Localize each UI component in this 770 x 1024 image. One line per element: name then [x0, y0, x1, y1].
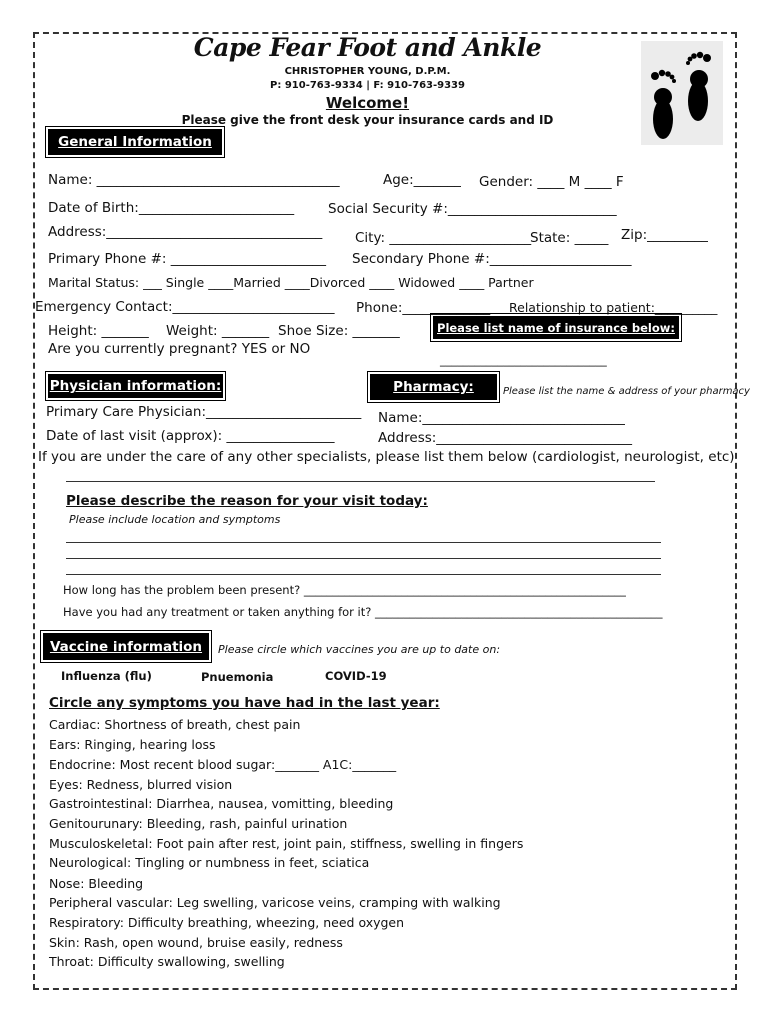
physician-information-header: Physician information:	[48, 374, 223, 398]
symptom-neurological[interactable]: Neurological: Tingling or numbness in feet, sciatica	[49, 855, 370, 870]
specialists-line[interactable]	[66, 481, 655, 482]
pharmacy-address-field[interactable]: Address:_____________________________	[378, 430, 633, 446]
relationship-field[interactable]: Relationship to patient:__________	[509, 300, 718, 315]
vaccine-note: Please circle which vaccines you are up to date on:	[218, 643, 501, 656]
symptoms-title: Circle any symptoms you have had in the last year:	[49, 695, 440, 711]
visit-reason-line[interactable]	[66, 558, 661, 559]
marital-status-field[interactable]: Marital Status: ___ Single ____Married ____Divorced ____ Widowed ____ Partner	[48, 275, 534, 290]
pcp-field[interactable]: Primary Care Physician:_______________________	[46, 404, 362, 420]
age-field[interactable]: Age:_______	[383, 172, 461, 188]
pharmacy-header: Pharmacy:	[370, 374, 497, 400]
vaccine-covid[interactable]: COVID-19	[325, 669, 387, 683]
visit-reason-note: Please include location and symptoms	[69, 513, 281, 526]
emergency-contact-field[interactable]: Emergency Contact:________________________	[35, 299, 335, 315]
symptom-throat[interactable]: Throat: Difficulty swallowing, swelling	[49, 954, 285, 969]
symptom-ears[interactable]: Ears: Ringing, hearing loss	[49, 737, 216, 752]
pharmacy-name-field[interactable]: Name:______________________________	[378, 410, 625, 426]
symptom-gastrointestinal[interactable]: Gastrointestinal: Diarrhea, nausea, vomitting, bleeding	[49, 796, 394, 811]
shoe-size-field[interactable]: Shoe Size: _______	[278, 323, 400, 339]
name-field[interactable]: Name: ____________________________________	[48, 172, 340, 188]
insurance-line[interactable]: _____________________________	[440, 353, 607, 367]
city-field[interactable]: City: _____________________	[355, 230, 532, 246]
general-information-header: General Information	[48, 129, 222, 155]
symptom-eyes[interactable]: Eyes: Redness, blurred vision	[49, 777, 233, 792]
pharmacy-note: Please list the name & address of your pharmacy	[503, 386, 750, 397]
weight-field[interactable]: Weight: _______	[166, 323, 270, 339]
state-field[interactable]: State: _____	[530, 230, 609, 246]
symptom-musculoskeletal[interactable]: Musculoskeletal: Foot pain after rest, joint pain, stiffness, swelling in fingers	[49, 836, 524, 851]
instruction-text: Please give the front desk your insurance cards and ID	[181, 113, 554, 127]
vaccine-pneumonia[interactable]: Pnuemonia	[201, 670, 274, 684]
footprints-icon	[641, 41, 723, 145]
symptom-nose[interactable]: Nose: Bleeding	[49, 876, 144, 891]
symptom-genitourinary[interactable]: Genitourunary: Bleeding, rash, painful urination	[49, 816, 348, 831]
symptom-skin[interactable]: Skin: Rash, open wound, bruise easily, redness	[49, 935, 343, 950]
visit-reason-title: Please describe the reason for your visit today:	[66, 493, 428, 509]
height-field[interactable]: Height: _______	[48, 323, 149, 339]
welcome-heading: Welcome!	[325, 94, 410, 112]
pregnancy-question[interactable]: Are you currently pregnant? YES or NO	[48, 341, 311, 357]
symptom-cardiac[interactable]: Cardiac: Shortness of breath, chest pain	[49, 717, 301, 732]
visit-reason-line[interactable]	[66, 542, 661, 543]
symptom-peripheral-vascular[interactable]: Peripheral vascular: Leg swelling, varicose veins, cramping with walking	[49, 895, 501, 910]
visit-reason-line[interactable]	[66, 574, 661, 575]
vaccine-influenza[interactable]: Influenza (flu)	[61, 669, 152, 683]
address-field[interactable]: Address:________________________________	[48, 224, 323, 240]
specialists-question: If you are under the care of any other specialists, please list them below (cardiologist, neurologist, etc)	[38, 449, 735, 465]
vaccine-information-header: Vaccine information	[43, 633, 209, 660]
dob-field[interactable]: Date of Birth:_______________________	[48, 200, 295, 216]
doctor-name: CHRISTOPHER YOUNG, D.P.M.	[284, 66, 451, 77]
emergency-phone-field[interactable]: Phone:_____________	[356, 300, 491, 316]
last-visit-field[interactable]: Date of last visit (approx): ________________	[46, 428, 335, 444]
primary-phone-field[interactable]: Primary Phone #: _______________________	[48, 251, 326, 267]
phone-fax: P: 910-763-9334 | F: 910-763-9339	[270, 80, 465, 91]
symptom-respiratory[interactable]: Respiratory: Difficulty breathing, wheezing, need oxygen	[49, 915, 405, 930]
zip-field[interactable]: Zip:_________	[621, 227, 708, 243]
gender-field[interactable]: Gender: ____ M ____ F	[479, 174, 624, 190]
ssn-field[interactable]: Social Security #:_________________________	[328, 201, 617, 217]
symptom-endocrine[interactable]: Endocrine: Most recent blood sugar:_______ A1C:_______	[49, 757, 397, 772]
problem-duration-field[interactable]: How long has the problem been present? ________________________________________________________	[63, 583, 626, 597]
treatment-field[interactable]: Have you had any treatment or taken anything for it? __________________________________________________	[63, 605, 663, 619]
practice-name: Cape Fear Foot and Ankle	[193, 33, 542, 62]
insurance-header: Please list name of insurance below:	[433, 316, 679, 339]
secondary-phone-field[interactable]: Secondary Phone #:_____________________	[352, 251, 632, 267]
